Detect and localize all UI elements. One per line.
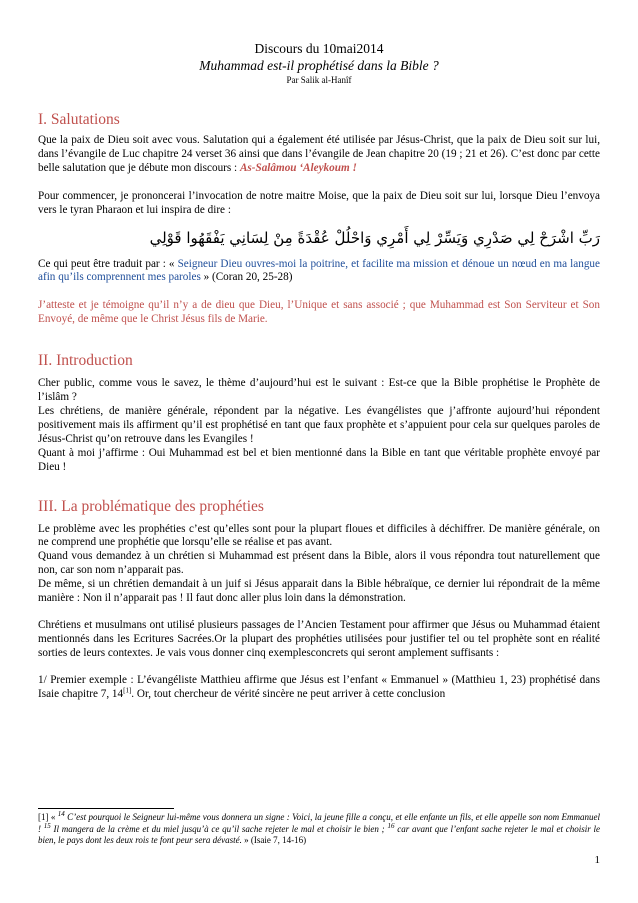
salutation-end: !: [349, 161, 357, 174]
footnote-text: C’est pourquoi le Seigneur lui-même vous donnera un signe : Voici, la jeune fille a conçu, et elle enfante un fils, et elle appelle son nom Emmanuel !: [38, 812, 600, 834]
salutation-highlight: As-Salâmou ‘Aleykoum: [239, 161, 350, 174]
verse-number: 14: [57, 810, 65, 818]
paragraph: Chrétiens et musulmans ont utilisé plusieurs passages de l’Ancien Testament pour affirmer que Jésus ou Muhammad étaient mentionnés dans les Ecritures Sacrées.Or la plupart des prophéties utilisées pour justifier tel ou tel prophète sont en réalité sorties de leurs contextes. Je vais vous donner cinq exemplesconcrets qui seront amplement suffisants :: [38, 618, 600, 659]
document-page: [38, 40, 600, 701]
footnote-reference: » (Isaie 7, 14-16): [241, 835, 307, 846]
verse-number: 16: [387, 821, 395, 830]
paragraph-text: . Or, tout chercheur de vérité sincère ne peut arriver à cette conclusion: [131, 687, 446, 700]
paragraph: Le problème avec les prophéties c’est qu’elles sont pour la plupart floues et difficiles à déchiffrer. De manière générale, on ne comprend une prophétie que lorsqu’elle se réalise et pas avant.: [38, 522, 600, 549]
paragraph: Quant à moi j’affirme : Oui Muhammad est bel et bien mentionné dans la Bible en tant que véritable prophète envoyé par Dieu !: [38, 446, 600, 473]
document-title: Discours du 10mai2014: [254, 41, 384, 56]
document-author: Par Salik al-Hanîf: [286, 75, 352, 85]
footnote-text: Il mangera de la crème et du miel jusqu’à ce qu’il sache rejeter le mal et choisir le bien ;: [50, 823, 388, 834]
paragraph-text: 1/ Premier exemple : L’évangéliste Matthieu affirme que Jésus est l’enfant « Emmanuel » (Matthieu 1, 23) prophétisé dans Isaie chapitre 7, 14: [38, 673, 600, 700]
document-header: [38, 40, 600, 86]
paragraph: Pour commencer, je prononcerai l’invocation de notre maitre Moise, que la paix de Dieu soit sur lui, lorsque Dieu l’envoya vers le tyran Pharaon et lui inspira de dire :: [38, 189, 600, 216]
section-heading-problematique: III. La problématique des prophéties: [38, 497, 264, 515]
page-number: 1: [594, 854, 600, 866]
paragraph: Quand vous demandez à un chrétien si Muhammad est présent dans la Bible, alors il vous répondra tout naturellement que non, car son nom n’apparait pas.: [38, 550, 600, 577]
translation-reference: » (Coran 20, 25-28): [200, 271, 293, 284]
footnote-divider: [38, 808, 174, 809]
paragraph: De même, si un chrétien demandait à un juif si Jésus apparait dans la Bible hébraïque, ce dernier lui répondrait de la même manière : Non il n’apparait pas ! Il faut donc aller plus loin dans la démonstration.: [38, 578, 600, 605]
footnote-text: car avant que l’enfant sache rejeter le mal et choisir le bien, le pays dont les deux rois te font peur sera dévasté.: [38, 823, 600, 846]
document-subtitle: Muhammad est-il prophétisé dans la Bible ?: [199, 58, 439, 73]
paragraph-text: Que la paix de Dieu soit avec vous. Salutation qui a également été utilisée par Jésus-Christ, que la paix de Dieu soit sur lui, dans l’évangile de Luc chapitre 24 verset 36 ainsi que dans l’évangile de Jean chapitre 20 (19 ; 21 et 26). C’est donc par cette belle salutation que je débute mon discours :: [38, 134, 600, 174]
paragraph: [38, 134, 600, 176]
translation-intro: Ce qui peut être traduit par : «: [38, 257, 178, 270]
section-heading-salutations: I. Salutations: [38, 111, 120, 128]
translation-paragraph: [38, 258, 600, 286]
paragraph: Cher public, comme vous le savez, le thème d’aujourd’hui est le suivant : Est-ce que la Bible prophétise le Prophète de l’islâm ?: [38, 377, 600, 404]
paragraph: Les chrétiens, de manière générale, répondent par la négative. Les évangélistes que j’affronte aujourd’hui répondent positivement mais ils affirment qu’il est prophétisé en tant que faux prophète et s’appuient pour cela sur quelques paroles de Jésus-Christ qu’on retrouve dans les Evangiles !: [38, 404, 600, 445]
footnote: [38, 812, 600, 847]
verse-number: 15: [43, 821, 51, 830]
footnote-ref-link[interactable]: [1]: [123, 685, 132, 694]
translation-quote: Seigneur Dieu ouvres-moi la poitrine, et facilite ma mission et dénoue un nœud en ma langue afin qu’ils comprennent mes paroles: [38, 257, 600, 284]
footnote-label: [1] «: [38, 812, 58, 822]
testimony-paragraph: J’atteste et je témoigne qu’il n’y a de dieu que Dieu, l’Unique et sans associé ; que Muhammad est Son Serviteur et Son Envoyé, de même que le Christ Jésus fils de Marie.: [38, 299, 600, 326]
arabic-invocation: رَبِّ اشْرَحْ لِي صَدْرِي وَيَسِّرْ لِي أَمْرِي وَاحْلُلْ عُقْدَةً مِنْ لِسَانِي يَفْقَهُوا قَوْلِي: [149, 228, 600, 247]
paragraph: [38, 674, 600, 702]
section-heading-introduction: II. Introduction: [38, 352, 133, 370]
